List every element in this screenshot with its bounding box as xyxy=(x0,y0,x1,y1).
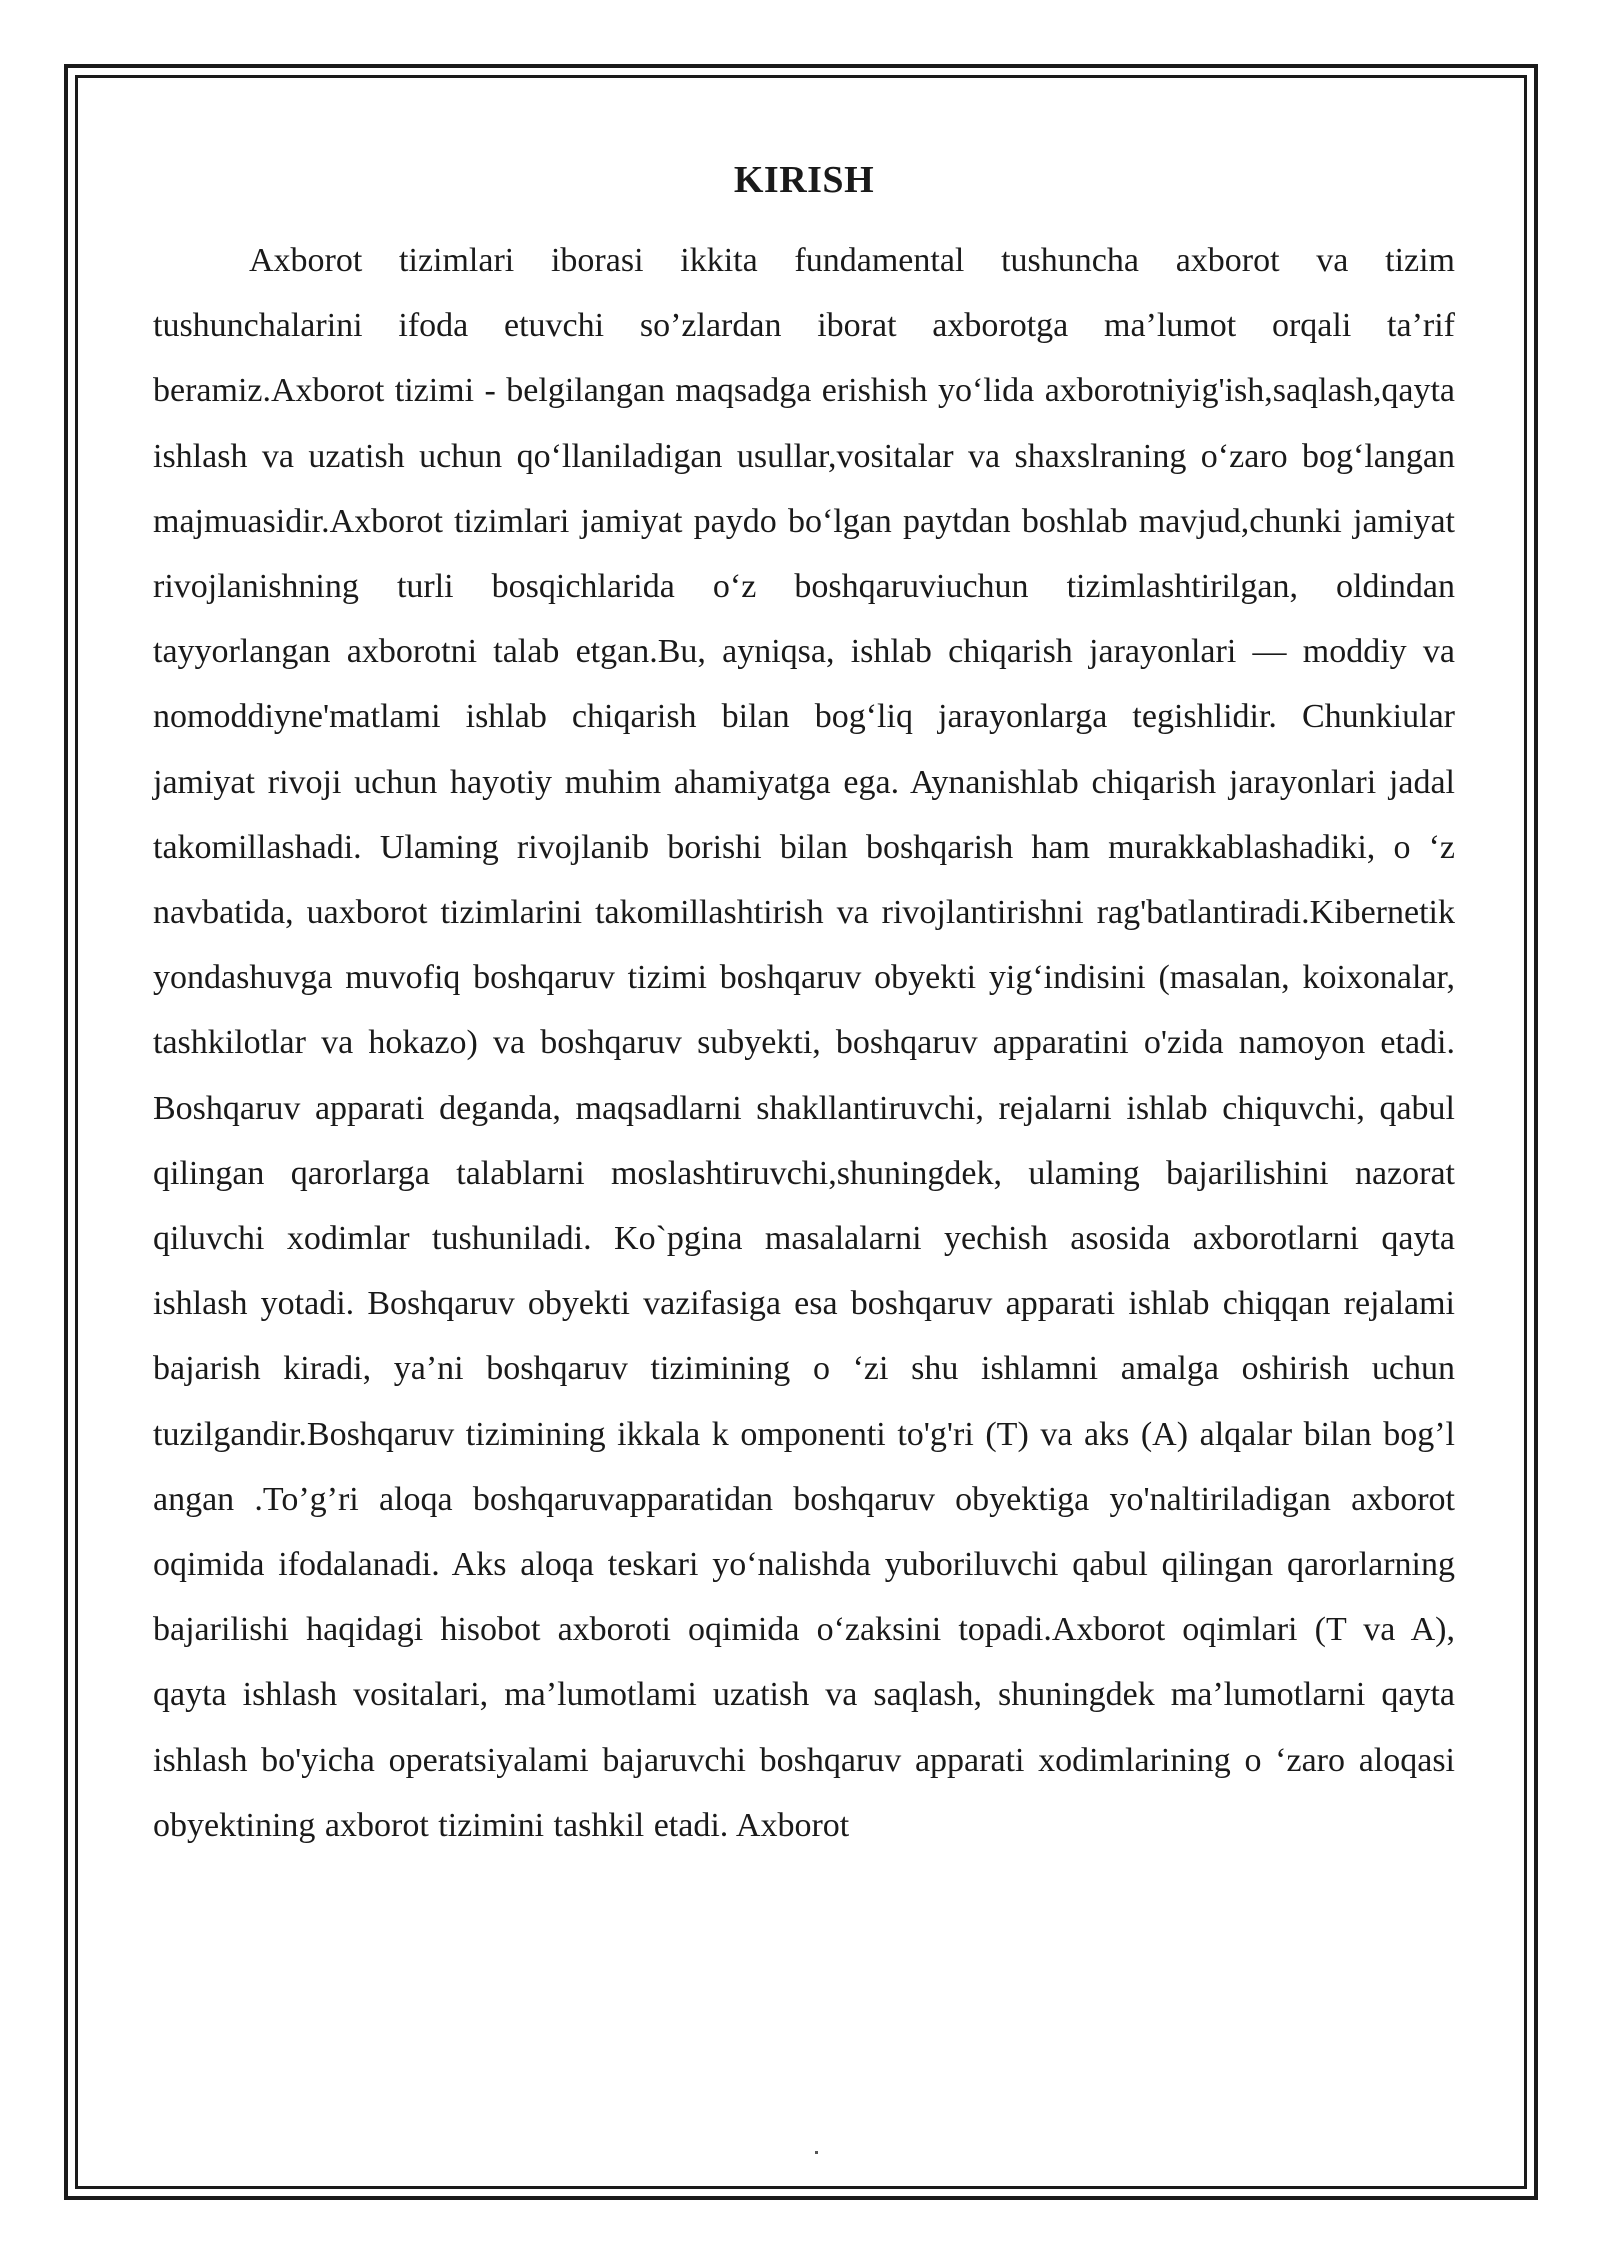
document-title: KIRISH xyxy=(733,159,875,201)
body-paragraph: Axborot tizimlari iborasi ikkita fundamental tushuncha axborot va tizim tushunchalarini ifoda etuvchi so’zlardan iborat axborotga ma’lumot orqali ta’rif beramiz.Axborot tizimi - belgilangan maqsadga erishish yo‘lida axborotniyig'ish,saqlash,qayta ishlash va uzatish uchun qo‘llaniladigan usullar,vositalar va shaxslraning o‘zaro bog‘langan majmuasidir.Axborot tizimlari jamiyat paydo bo‘lgan paytdan boshlab mavjud,chunki jamiyat rivojlanishning turli bosqichlarida o‘z boshqaruviuchun tizimlashtirilgan, oldindan tayyorlangan axborotni talab etgan.Bu, ayniqsa, ishlab chiqarish jarayonlari — moddiy va nomoddiyne'matlami ishlab chiqarish bilan bog‘liq jarayonlarga tegishlidir. Chunkiular jamiyat rivoji uchun hayotiy muhim ahamiyatga ega. Aynanishlab chiqarish jarayonlari jadal takomillashadi. Ulaming rivojlanib borishi bilan boshqarish ham murakkablashadiki, o ‘z navbatida, uaxborot tizimlarini takomillashtirish va rivojlantirishni rag'batlantiradi.Kibernetik yondashuvga muvofiq boshqaruv tizimi boshqaruv obyekti yig‘indisini (masalan, koixonalar, tashkilotlar va hokazo) va boshqaruv subyekti, boshqaruv apparatini o'zida namoyon etadi. Boshqaruv apparati deganda, maqsadlarni shakllantiruvchi, rejalarni ishlab chiquvchi, qabul qilingan qarorlarga talablarni moslashtiruvchi,shuningdek, ulaming bajarilishini nazorat qiluvchi xodimlar tushuniladi. Ko`pgina masalalarni yechish asosida axborotlarni qayta ishlash yotadi. Boshqaruv obyekti vazifasiga esa boshqaruv apparati ishlab chiqqan rejalami bajarish kiradi, ya’ni boshqaruv tizimining o ‘zi shu ishlamni amalga oshirish uchun tuzilgandir.Boshqaruv tizimining ikkala k omponenti to'g'ri (T) va aks (A) alqalar bilan bog’l angan .To’g’ri aloqa boshqaruvapparatidan boshqaruv obyektiga yo'naltiriladigan axborot oqimida ifodalanadi. Aks aloqa teskari yo‘nalishda yuboriluvchi qabul qilingan qarorlarning bajarilishi haqidagi hisobot axboroti oqimida o‘zaksini topadi.Axborot oqimlari (T va A), qayta ishlash vositalari, ma’lumotlami uzatish va saqlash, shuningdek ma’lumotlarni qayta ishlash bo'yicha operatsiyalami bajaruvchi boshqaruv apparati xodimlarining o ‘zaro aloqasi obyektining axborot tizimini tashkil etadi. Axborot xyxy=(153,242,1455,1844)
page-marker-dot xyxy=(815,2151,818,2154)
document-content xyxy=(153,150,1455,1858)
